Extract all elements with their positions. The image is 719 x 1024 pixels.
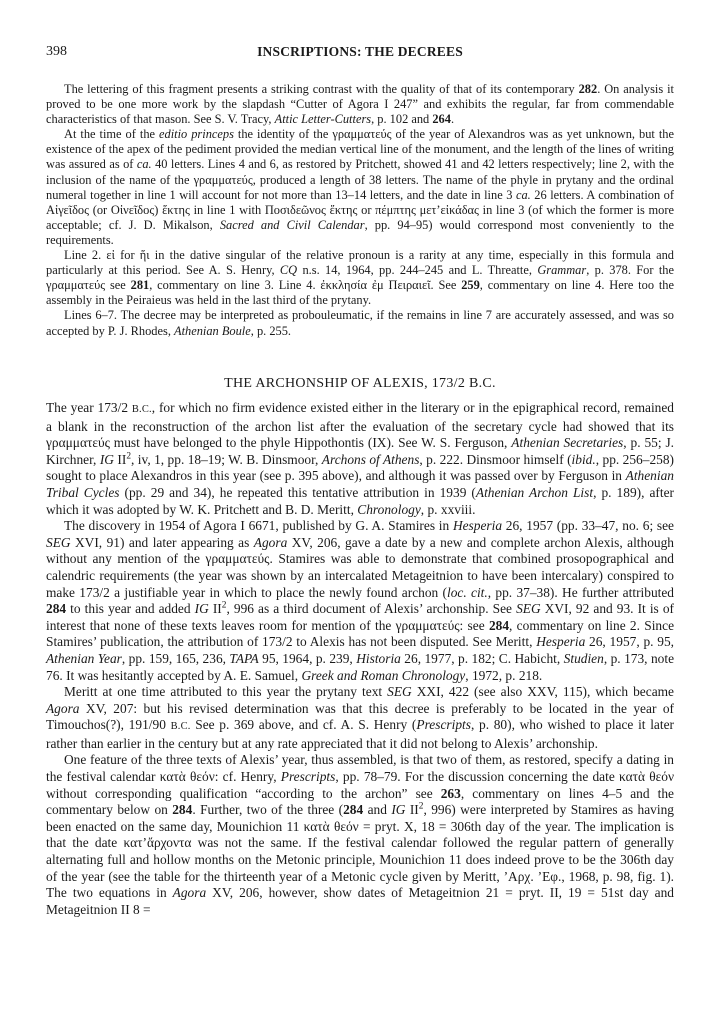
section-heading: THE ARCHONSHIP OF ALEXIS, 173/2 B.C. [224, 376, 496, 391]
running-title: INSCRIPTIONS: THE DECREES [257, 44, 463, 59]
paragraph: The year 173/2 B.C., for which no firm evidence existed either in the literary or in the epigraphical record, remained a blank in the reconstruction of the archon list after the evaluation of the secretary cycle had showed that its γραμματεύς must have belonged to the phyle Hippothontis (IX). See W. S. Ferguson, Athenian Secretaries, p. 55; J. Kirchner, IG $II^2$, iv, 1, pp. 18–19; W. B. Dinsmoor, Archons of Athens, p. 222. Dinsmoor himself (ibid., pp. 256–258) sought to place Alexandros in this year (see p. 395 above), and although it was passed over by Ferguson in Athenian Tribal Cycles (pp. 29 and 34), he repeated this tentative attribution in 1939 (Athenian Archon List, p. 189), after which it was adopted by W. K. Pritchett and B. D. Meritt, Chronology, p. xxviii. [46, 400, 675, 517]
paragraph: The lettering of this fragment presents a striking contrast with the quality of that of its contemporary 282. On analysis it proved to be one more work by the slapdash “Cutter of Agora I 247” and exhibits the regular, far from commendable characteristics of that mason. See S. V. Tracy, Attic Letter-Cutters, p. 102 and 264. [46, 82, 674, 127]
paragraph: Meritt at one time attributed to this year the prytany text SEG XXI, 422 (see also XXV, 115), which became Agora XV, 207: but his revised determination was that this decree is preferably to be located in the year of Timouchos(?), 191/90 B.C. See p. 369 above, and cf. A. S. Henry (Prescripts, p. 80), who wished to place it later rather than earlier in the century but at any rate appreciated that it did not belong to Alexis’ archonship. [46, 684, 675, 751]
running-header [46, 44, 674, 64]
paragraph: The discovery in 1954 of Agora I 6671, published by G. A. Stamires in Hesperia 26, 1957 (pp. 33–47, no. 6; see SEG XVI, 91) and later appearing as Agora XV, 206, gave a date by a new and complete archon Alexis, although without any mention of the γραμματεύς. Stamires was able to demonstrate that combined prosopographical and calendric requirements (the year was shown by an intercalated Metageitnion to have been intercalary) conspired to make 173/2 a justifiable year in which to place the newly found archon (loc. cit., pp. 37–38). He further attributed 284 to this year and added IG $II^2$, 996 as a third document of Alexis’ archonship. See SEG XVI, 92 and 93. It is of interest that none of these texts leaves room for mention of the γραμματεύς: see 284, commentary on line 2. Since Stamires’ publication, the attribution of 173/2 to Alexis has not been disputed. See Meritt, Hesperia 26, 1957, p. 95, Athenian Year, pp. 159, 165, 236, TAPA 95, 1964, p. 239, Historia 26, 1977, p. 182; C. Habicht, Studien, p. 173, note 76. It was hesitantly accepted by A. E. Samuel, Greek and Roman Chronology, 1972, p. 218. [46, 518, 675, 683]
paragraph: Line 2. εἰ for ἥι in the dative singular of the relative pronoun is a rarity at any time, especially in this formula and particularly at this period. See A. S. Henry, CQ n.s. 14, 1964, pp. 244–245 and L. Threatte, Grammar, p. 378. For the γραμματεύς see 281, commentary on line 3. Line 4. ἐκκλησία ἐμ Πειραιεῖ. See 259, commentary on line 4. Here too the assembly in the Peiraieus was held in the last third of the prytany. [46, 248, 674, 308]
page-number: 398 [46, 44, 67, 59]
paragraph: One feature of the three texts of Alexis’ year, thus assembled, is that two of them, as restored, specify a dating in the festival calendar κατὰ θεόν: cf. Henry, Prescripts, pp. 78–79. For the discussion concerning the date κατὰ θεόν without corresponding qualification “according to the archon” see 263, commentary on lines 4–5 and the commentary below on 284. Further, two of the three (284 and IG $II^2$, 996) were interpreted by Stamires as having been enacted on the same day, Mounichion 11 κατὰ θεόν = pryt. X, 18 = 306th day of the year. The implication is that the date κατ’ἄρχοντα was not the same. If the festival calendar followed the regular pattern of generally alternating full and hollow months on the Metonic principle, Mounichion 11 does indeed prove to be the 306th day of the year (see the table for the thirteenth year of a Metonic cycle given by Meritt, ’Αρχ. ’Εφ., 1968, p. 98, fig. 1). The two equations in Agora XV, 206, however, show dates of Metageitnion 21 = pryt. II, 19 = 51st day and Metageitnion II 8 = [46, 752, 675, 917]
paragraph: Lines 6–7. The decree may be interpreted as probouleumatic, if the remains in line 7 are accurately assessed, and was so accepted by P. J. Rhodes, Athenian Boule, p. 255. [46, 308, 674, 338]
body-text [46, 400, 674, 918]
paragraph: At the time of the editio princeps the identity of the γραμματεύς of the year of Alexandros was as yet unknown, but the existence of the apex of the pediment provided the median vertical line of the monument, and the length of the lines of writing was assured as of ca. 40 letters. Lines 4 and 6, as restored by Pritchett, showed 41 and 42 letters respectively; line 2, with the inclusion of the name of the γραμματεύς, produced a length of 38 letters. The name of the phyle in prytany and the ordinal numeral together in line 1 will account for not more than 13–14 letters, and the date in line 3 ca. 26 letters. A combination of Αἰγεῖδος (or Οἰνεῖδος) ἕκτης in line 1 with Ποσιδεῶνος ἕκτης or πέμπτης μετ’εἰκάδας in line 3 (of which the former is more acceptable; cf. J. D. Mikalson, Sacred and Civil Calendar, pp. 94–95) would correspond most conveniently to the requirements. [46, 127, 674, 247]
commentary-block [46, 82, 674, 339]
